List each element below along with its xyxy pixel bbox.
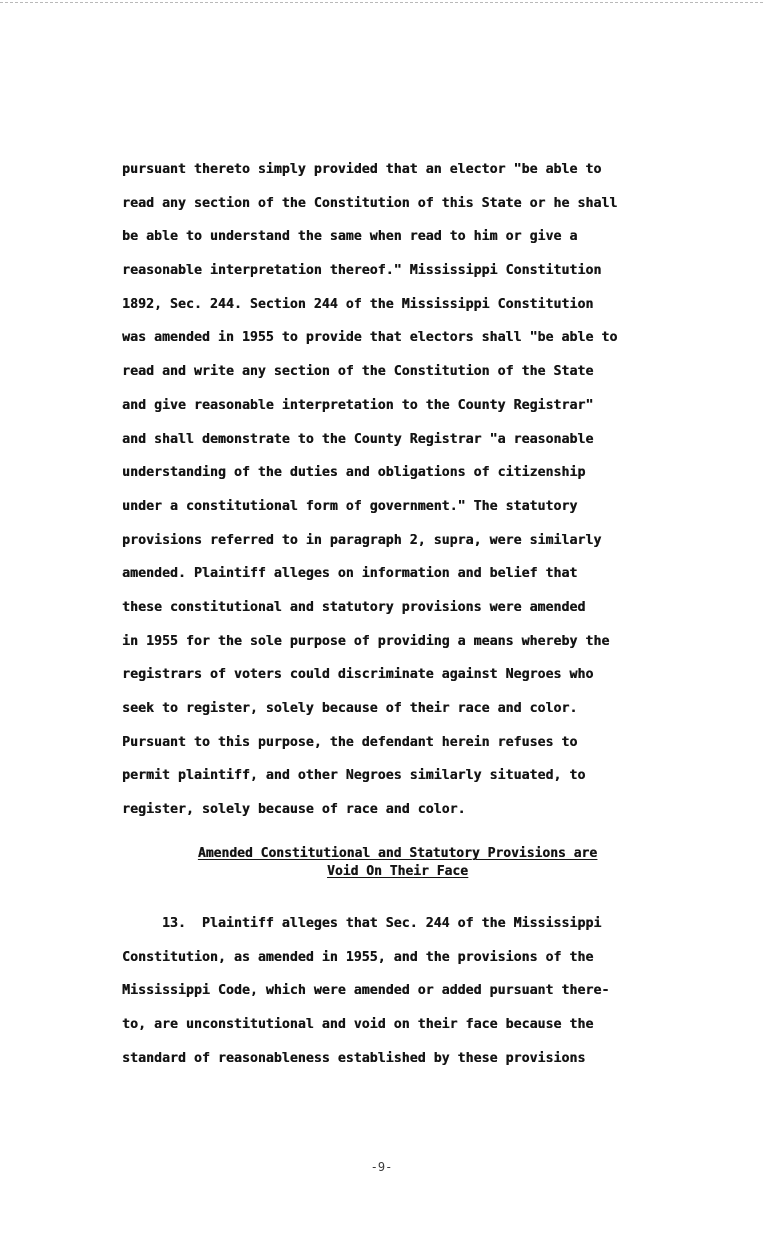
- section-heading: [165, 845, 630, 881]
- text-line: reasonable interpretation thereof." Mississippi Constitution: [122, 263, 602, 279]
- text-line: read and write any section of the Constitution of the State: [122, 364, 594, 380]
- text-line: registrars of voters could discriminate against Negroes who: [122, 667, 594, 683]
- text-line: be able to understand the same when read to him or give a: [122, 229, 578, 245]
- text-line: and give reasonable interpretation to the County Registrar": [122, 397, 594, 413]
- text-line: standard of reasonableness established by these provisions: [122, 1050, 586, 1066]
- section-heading-line-1: Amended Constitutional and Statutory Provisions are: [197, 846, 598, 861]
- text-line: these constitutional and statutory provisions were amended: [122, 599, 586, 615]
- text-line: seek to register, solely because of their race and color.: [122, 701, 578, 716]
- text-line: pursuant thereto simply provided that an elector "be able to: [122, 162, 602, 177]
- page-number: -9-: [370, 1160, 393, 1174]
- text-line: to, are unconstitutional and void on their face because the: [122, 1017, 594, 1033]
- text-line: 1892, Sec. 244. Section 244 of the Mississippi Constitution: [122, 296, 594, 312]
- text-line: Mississippi Code, which were amended or added pursuant there-: [122, 983, 610, 999]
- text-line: provisions referred to in paragraph 2, supra, were similarly: [122, 532, 602, 548]
- top-dashed-border: [0, 2, 763, 3]
- paragraph-13: [122, 907, 702, 1075]
- text-line: permit plaintiff, and other Negroes similarly situated, to: [122, 768, 586, 784]
- text-line: understanding of the duties and obligations of citizenship: [122, 465, 586, 481]
- text-line: under a constitutional form of government." The statutory: [122, 498, 578, 514]
- text-line: was amended in 1955 to provide that electors shall "be able to: [122, 330, 618, 346]
- text-line: Pursuant to this purpose, the defendant herein refuses to: [122, 734, 578, 750]
- text-line: Constitution, as amended in 1955, and the provisions of the: [122, 949, 594, 965]
- text-line: register, solely because of race and color.: [122, 802, 466, 818]
- text-line: 13. Plaintiff alleges that Sec. 244 of the Mississippi: [122, 916, 602, 931]
- section-heading-line-2: Void On Their Face: [327, 864, 468, 879]
- text-line: in 1955 for the sole purpose of providing a means whereby the: [122, 633, 610, 649]
- body-paragraph-continued: [122, 153, 702, 827]
- text-line: read any section of the Constitution of this State or he shall: [122, 195, 618, 211]
- text-line: and shall demonstrate to the County Registrar "a reasonable: [122, 431, 594, 447]
- text-line: amended. Plaintiff alleges on information and belief that: [122, 566, 578, 582]
